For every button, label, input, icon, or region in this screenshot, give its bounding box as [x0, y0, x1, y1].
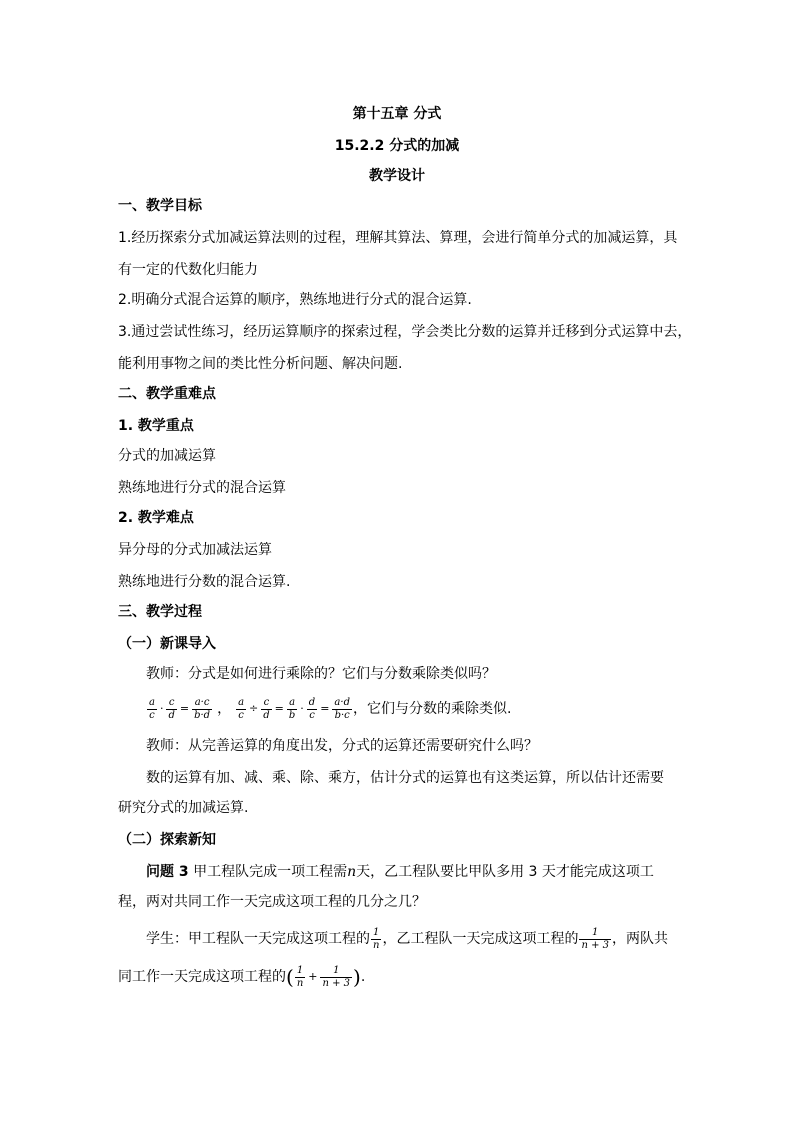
fraction: $\frac{a}{b}$	[288, 696, 296, 721]
teacher-question-1: 教师：分式是如何进行乘除的？它们与分数乘除类似吗？	[146, 666, 496, 682]
chapter-title: 第十五章 分式	[352, 106, 442, 122]
fraction: $\frac{d}{c}$	[308, 696, 316, 721]
student-line-1: 学生：甲工程队一天完成这项工程的 $\frac{1}{n}$ ，乙工程队一天完成这项工程的 $\frac{1}{n + 3}$ ，两队共	[146, 926, 668, 951]
goal-2: 2.明确分式混合运算的顺序，熟练地进行分式的混合运算.	[118, 292, 472, 308]
paragraph-line-1: 数的运算有加、减、乘、除、乘方，估计分式的运算也有这类运算，所以估计还需要	[146, 770, 664, 786]
variable-n: n	[347, 864, 357, 880]
section-title: 15.2.2 分式的加减	[334, 138, 460, 154]
focus-heading: 1. 教学重点	[118, 418, 194, 434]
goal-1-line-1: 1.经历探索分式加减运算法则的过程，理解其算法、算理，会进行简单分式的加减运算，具	[118, 230, 678, 246]
part2-heading: （二）探索新知	[118, 832, 216, 848]
paragraph-line-2: 研究分式的加减运算.	[118, 800, 249, 816]
teacher-question-2: 教师：从完善运算的角度出发，分式的运算还需要研究什么吗？	[146, 738, 538, 754]
focus-item-2: 熟练地进行分式的混合运算	[118, 480, 286, 496]
fraction: $\frac{c}{d}$	[263, 696, 270, 721]
goal-1-line-2: 有一定的代数化归能力	[118, 262, 258, 278]
part1-heading: （一）新课导入	[118, 636, 216, 652]
fraction: $\frac{1}{n}$	[373, 926, 380, 951]
goals-heading: 一、教学目标	[118, 198, 202, 214]
fraction: $\frac{1}{n + 3}$	[581, 926, 609, 951]
formula-comment: ，它们与分数的乘除类似.	[352, 701, 512, 717]
goal-3-line-1: 3.通过尝试性练习，经历运算顺序的探索过程，学会类比分数的运算并迁移到分式运算中去，	[118, 324, 692, 340]
problem-line-2: 程，两对共同工作一天完成这项工程的几分之几？	[118, 894, 426, 910]
fraction: $\frac{a\cdot c}{b\cdot d}$	[194, 696, 211, 721]
goal-3-line-2: 能利用事物之间的类比性分析问题、解决问题.	[118, 356, 403, 372]
problem-label: 问题 3	[146, 864, 189, 880]
fraction: $\frac{c}{d}$	[168, 696, 175, 721]
fraction: $\frac{a}{c}$	[149, 696, 155, 721]
focus-item-1: 分式的加减运算	[118, 448, 216, 464]
formula-line: $\frac{a}{c}$ · $\frac{c}{d}$ = $\frac{a\cdot c}{b\cdot d}$ ， $\frac{a}{c}$ ÷ $\frac{c}{d}$ = $\frac{a}{b}$ · $\frac{d}{c}$ = $\frac{a\cdot d}{b\cdot c}$ ，它们与分数的乘除类似.	[149, 696, 512, 721]
fraction: $\frac{1}{n + 3}$	[322, 964, 351, 989]
process-heading: 三、教学过程	[118, 604, 202, 620]
difficulty-item-2: 熟练地进行分数的混合运算.	[118, 574, 291, 590]
doc-type-title: 教学设计	[369, 168, 425, 184]
difficulty-item-1: 异分母的分式加减法运算	[118, 542, 272, 558]
student-line-2: 同工作一天完成这项工程的( $\frac{1}{n}$ + $\frac{1}{n + 3}$ ).	[118, 964, 366, 989]
problem-line-1: 问题 3 甲工程队完成一项工程需n天，乙工程队要比甲队多用 3 天才能完成这项工	[146, 864, 654, 880]
difficulty-heading: 2. 教学难点	[118, 510, 194, 526]
fraction: $\frac{a}{c}$	[238, 696, 245, 721]
keypoints-heading: 二、教学重难点	[118, 386, 216, 402]
fraction: $\frac{1}{n}$	[296, 964, 304, 989]
fraction: $\frac{a\cdot d}{b\cdot c}$	[334, 696, 350, 721]
